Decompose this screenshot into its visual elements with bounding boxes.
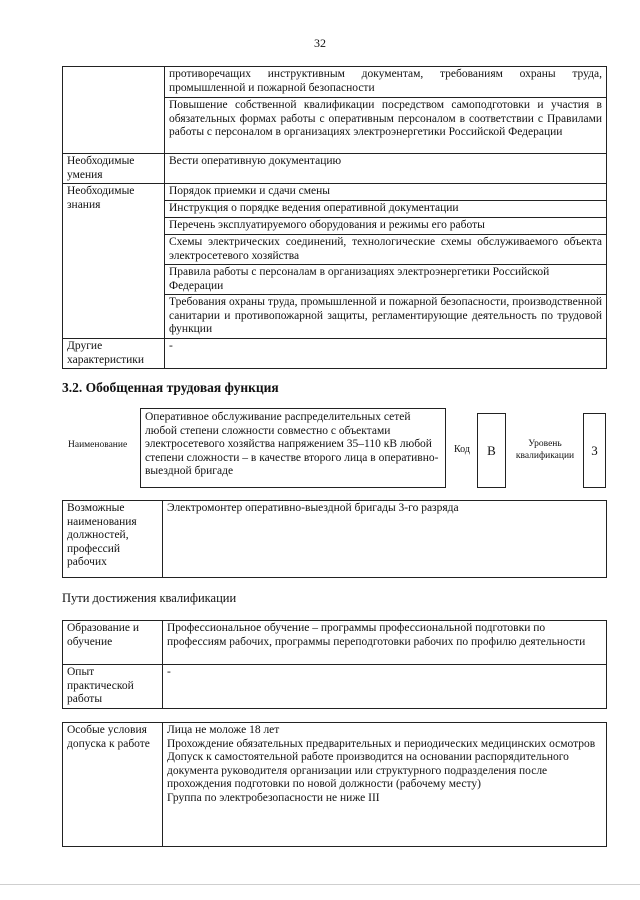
education-table	[62, 620, 607, 709]
positions-value: Электромонтер оперативно-выездной бригады 3-го разряда	[163, 501, 607, 578]
action-item: противоречащих инструктивным документам, требованиям охраны труда, промышленной и пожарной безопасности	[165, 67, 607, 98]
knowledge-item: Схемы электрических соединений, технологические схемы обслуживаемого объекта электросетевого хозяйства	[165, 235, 607, 265]
level-label: Уровень квалификации	[515, 439, 575, 461]
knowledge-item: Правила работы с персоналам в организациях электроэнергетики Российской Федерации	[165, 265, 607, 295]
scan-edge-line	[0, 884, 640, 885]
code-box: В	[477, 413, 506, 488]
knowledge-item: Требования охраны труда, промышленной и пожарной безопасности, производственной санитарии и противопожарной защиты, регламентирующие деятельность по трудовой функции	[165, 295, 607, 339]
experience-label: Опыт практической работы	[63, 665, 163, 709]
knowledge-item: Порядок приемки и сдачи смены	[165, 184, 607, 201]
other-value: -	[165, 339, 607, 369]
conditions-label: Особые условия допуска к работе	[63, 723, 163, 847]
knowledge-item: Перечень эксплуатируемого оборудования и режимы его работы	[165, 218, 607, 235]
other-label: Другие характеристики	[63, 339, 165, 369]
knowledge-label: Необходимые знания	[63, 184, 165, 339]
positions-label: Возможные наименования должностей, профессий рабочих	[63, 501, 163, 578]
function-name-box: Оперативное обслуживание распределительных сетей любой степени сложности совместно с объектами электросетевого хозяйства напряжением 35–110 кВ любой степени сложности – в качестве второго лица в оперативно-выездной бригаде	[140, 408, 446, 488]
competency-table	[62, 66, 607, 369]
condition-item: Лица не моложе 18 лет	[167, 724, 280, 736]
skill-item: Вести оперативную документацию	[165, 154, 607, 184]
action-item: Повышение собственной квалификации посредством самоподготовки и участия в обязательных формах работы с оперативным персоналом в соответствии с Правилами работы с персоналом в организациях электроэнергетики Российской Федерации	[165, 98, 607, 154]
skills-label: Необходимые умения	[63, 154, 165, 184]
experience-value: -	[163, 665, 607, 709]
education-value: Профессиональное обучение – программы профессиональной подготовки по профессиям рабочих, программы переподготовки рабочих по профилю деятельности	[163, 621, 607, 665]
positions-table	[62, 500, 607, 578]
conditions-table	[62, 722, 607, 847]
page-number: 32	[314, 36, 326, 50]
code-label: Код	[454, 444, 470, 455]
education-label: Образование и обучение	[63, 621, 163, 665]
label-cell-empty	[63, 67, 165, 154]
condition-item: Допуск к самостоятельной работе производится на основании распорядительного документа руководителя организации или структурного подразделения после прохождения подготовки по новой должности (рабочему месту)	[167, 751, 569, 790]
conditions-cell	[163, 723, 607, 847]
name-label: Наименование	[68, 440, 128, 450]
level-box: 3	[583, 413, 606, 488]
paths-title: Пути достижения квалификации	[62, 591, 237, 605]
condition-item: Прохождение обязательных предварительных и периодических медицинских осмотров	[167, 737, 596, 750]
section-title: 3.2. Обобщенная трудовая функция	[62, 380, 279, 395]
knowledge-item: Инструкция о порядке ведения оперативной документации	[165, 201, 607, 218]
condition-item: Группа по электробезопасности не ниже III	[167, 791, 380, 804]
